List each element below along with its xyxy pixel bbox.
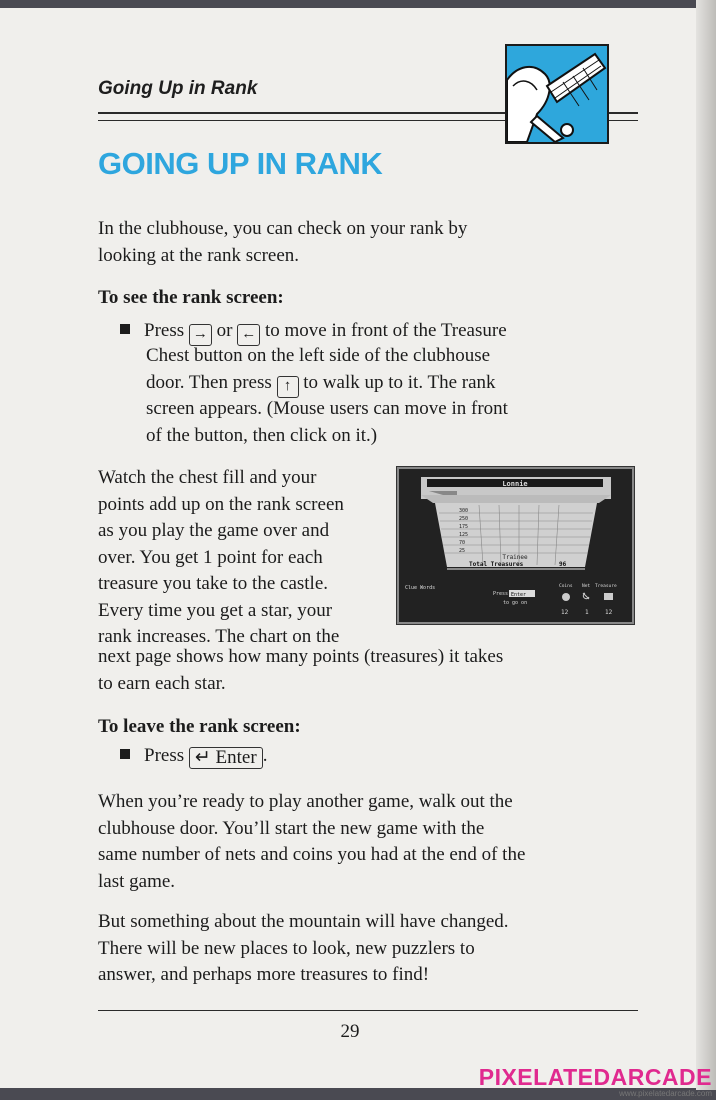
watch-line-1: Watch the chest fill and your [98,467,317,488]
scale-label: 125 [459,532,469,538]
press-text: Press [144,745,185,766]
change-line-2: There will be new places to look, new puzzlers to [98,937,475,959]
scale-label: 300 [459,508,469,514]
bullet-icon [120,749,130,759]
leave-rank-step [120,745,267,769]
watch-line-2: points add up on the rank screen [98,493,344,515]
watermark-url: www.pixelatedarcade.com [619,1089,712,1098]
scale-label: 70 [459,540,466,546]
treasure-count: 12 [605,609,613,616]
page-spine [696,0,716,1090]
watch-line-7: rank increases. The chart on the [98,626,340,647]
butterfly-net-logo [505,44,609,144]
bullet-icon [120,324,130,334]
step-line-1: to move in front of the Treasure [264,320,507,341]
watch-line-3: as you play the game over and [98,520,330,541]
ready-line-4: last game. [98,870,176,892]
up-arrow-key-icon: ↑ [277,376,299,398]
clue-words-label: Clue Words [405,585,436,591]
period-text: . [262,745,268,766]
ready-line-2: clubhouse door. You’ll start the new game with the [98,817,485,839]
enter-key-icon: ↵ Enter [189,747,263,769]
press-text: Press [144,320,185,341]
rank-title: Trainee [502,554,528,561]
scale-label: 175 [459,524,469,530]
watch-line-9: to earn each star. [98,672,226,694]
step-line-3a: door. Then press [146,371,272,393]
total-treasures-label: Total Treasures [469,561,524,568]
coin-icon [562,593,570,601]
coins-label: Coins [559,584,573,589]
scale-label: 25 [459,548,466,554]
enter-key-label: Enter [511,592,527,598]
rank-player-name: Lonnie [502,480,528,488]
see-rank-heading: To see the rank screen: [98,287,284,308]
watch-line-4: over. You get 1 point for each [98,546,323,568]
intro-line-2: looking at the rank screen. [98,244,300,266]
net-count: 1 [585,609,589,616]
change-line-3: answer, and perhaps more treasures to find! [98,964,430,985]
to-go-on-label: to go on [503,600,528,606]
step-line-4: screen appears. (Mouse users can move in front [146,398,508,419]
step-line-3b: to walk up to it. The rank [303,371,496,393]
ready-line-1: When you’re ready to play another game, walk out the [98,791,513,812]
watch-line-6: Every time you get a star, your [98,599,333,621]
right-arrow-key-icon: → [189,324,212,346]
step-line-2: Chest button on the left side of the clubhouse [146,345,491,366]
page-title: GOING UP IN RANK [98,146,383,181]
treasure-label: Treasure [595,584,617,589]
watermark-brand: PIXELATEDARCADE [478,1064,712,1090]
net-label: Net [582,584,591,589]
scale-label: 250 [459,516,469,522]
intro-line-1: In the clubhouse, you can check on your rank by [98,218,468,239]
coins-count: 12 [561,609,569,616]
press-label: Press [493,591,509,597]
left-arrow-key-icon: ← [237,324,260,346]
change-line-1: But something about the mountain will have changed. [98,911,509,932]
page-number: 29 [340,1021,360,1042]
treasure-chest-icon [604,593,613,600]
leave-rank-heading: To leave the rank screen: [98,716,301,737]
watch-line-5: treasure you take to the castle. [98,573,329,594]
rank-screen-screenshot [397,467,634,624]
step-line-5: of the button, then click on it.) [146,424,378,446]
watch-line-8: next page shows how many points (treasures) it takes [98,646,504,667]
running-head: Going Up in Rank [98,78,258,99]
ready-line-3: same number of nets and coins you had at the end of the [98,844,526,865]
step-line-3 [146,370,496,398]
or-text: or [216,320,233,341]
total-treasures-value: 96 [559,561,567,568]
footer-rule [98,1010,638,1011]
